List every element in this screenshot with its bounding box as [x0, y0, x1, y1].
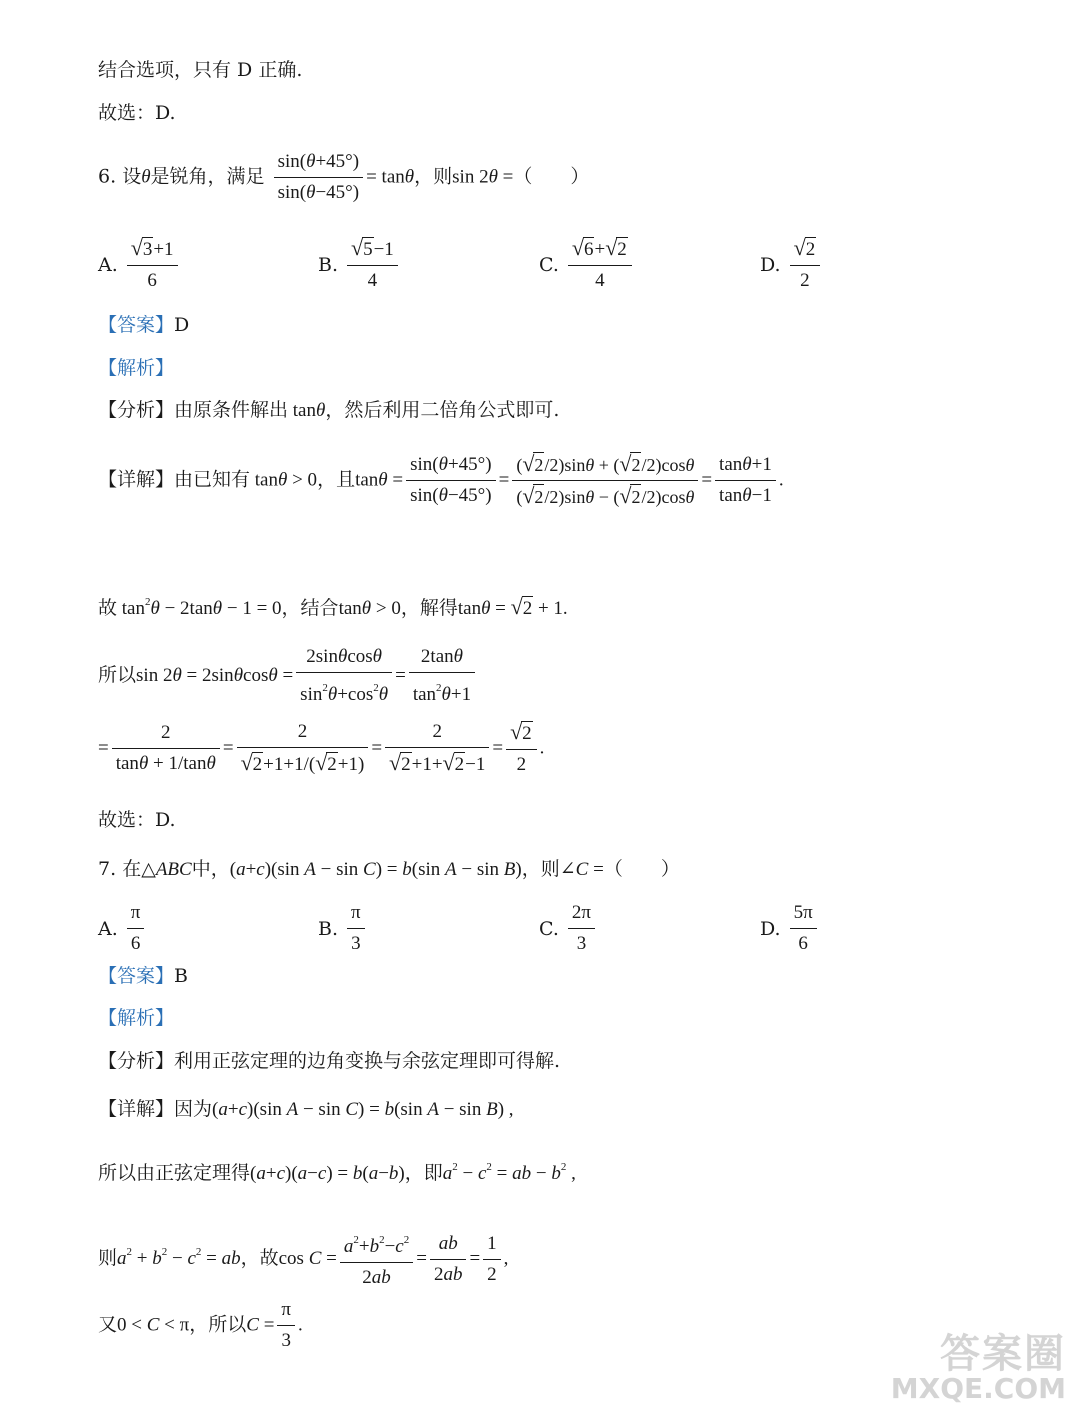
- q6-option-a[interactable]: A. $\frac{√3+1}{6}$: [98, 234, 181, 295]
- text-choose-d: 故选：D.: [98, 102, 176, 124]
- q7-stem: 7. 在△ABC中，(a+c)(sin A − sin C) = b(sin A − sin B)，则∠C =（ ）: [98, 858, 680, 880]
- q7-answer: 【答案】B: [98, 965, 188, 987]
- watermark-logo: 答案圈: [940, 1331, 1066, 1377]
- q6-detail-line4: = $\frac{2}{\tan\theta + 1/\tan\theta}$ = $\frac{2}{√2+1+1/(√2+1)}$ = $\frac{2}{√2+1+√2-1}$ = $\frac{√2}{2}$ .: [98, 719, 545, 775]
- q6-fenxi: 【分析】由原条件解出 tanθ，然后利用二倍角公式即可.: [98, 399, 560, 421]
- q6-answer: 【答案】D: [98, 314, 190, 336]
- q7-analysis-tag: 【解析】: [98, 1007, 175, 1029]
- q7-fenxi: 【分析】利用正弦定理的边角变换与余弦定理即可得解.: [98, 1050, 561, 1072]
- q6-detail-line1: 【详解】由已知有 tanθ > 0，且tanθ = $\frac{\sin(\theta+45^\circ)}{\sin(\theta-45^\circ)}$ = $\frac{(√2/2)\sin\theta + (√2/2)\cos\theta}{(√2/2)\sin\theta - (√2/2)\cos\theta}$ = $\frac{\tan\theta+1}{\tan\theta-1}$ .: [98, 451, 784, 508]
- q6-option-b[interactable]: B. $\frac{√5-1}{4}$: [318, 234, 401, 295]
- watermark-url: MXQE.COM: [890, 1372, 1066, 1405]
- q6-detail-line3: 所以sin 2θ = 2sinθcosθ = $\frac{2\sin\theta\cos\theta}{\sin^2\theta+\cos^2\theta}$ = $\frac{2\tan\theta}{\tan^2\theta+1}$: [98, 643, 478, 709]
- q7-detail-line3: 则$a^2 + b^2 - c^2$ = ab，故cos C = $\frac{a^2+b^2-c^2}{2ab}$ = $\frac{ab}{2ab}$ = $\frac{1}{2}$ ,: [98, 1226, 508, 1292]
- q6-option-d[interactable]: D. $\frac{√2}{2}$: [760, 234, 823, 295]
- text-conclusion: 结合选项，只有 D 正确.: [98, 59, 303, 81]
- q6-option-c[interactable]: C. $\frac{√6+√2}{4}$: [539, 234, 635, 295]
- q7-option-d[interactable]: D. $\frac{5\pi}{6}$: [760, 899, 820, 958]
- q7-detail-line1: 【详解】因为(a+c)(sin A − sin C) = b(sin A − sin B) ,: [98, 1098, 514, 1120]
- q7-detail-line2: 所以由正弦定理得(a+c)(a−c) = b(a−b)，即$a^2 - c^2$ = ab − $b^2$ ,: [98, 1161, 576, 1184]
- q6-stem: 6. 设θ是锐角，满足 $\frac{\sin(\theta+45^\circ)}{\sin(\theta-45^\circ)}$ = tanθ，则sin 2θ =（ ）: [98, 148, 589, 207]
- q7-option-b[interactable]: B. $\frac{\pi}{3}$: [318, 899, 368, 958]
- q7-option-c[interactable]: C. $\frac{2\pi}{3}$: [539, 899, 598, 958]
- q6-choose: 故选：D.: [98, 809, 176, 831]
- q6-detail-line2: 故 $\tan^2\theta - 2\tan\theta - 1 = 0$，结合tanθ > 0，解得tanθ = √2 + 1.: [98, 594, 568, 619]
- q7-option-a[interactable]: A. $\frac{\pi}{6}$: [98, 899, 147, 958]
- q6-analysis-tag: 【解析】: [98, 357, 175, 379]
- q7-detail-line4: 又0 < C < π，所以C = $\frac{\pi}{3}$ .: [98, 1296, 303, 1355]
